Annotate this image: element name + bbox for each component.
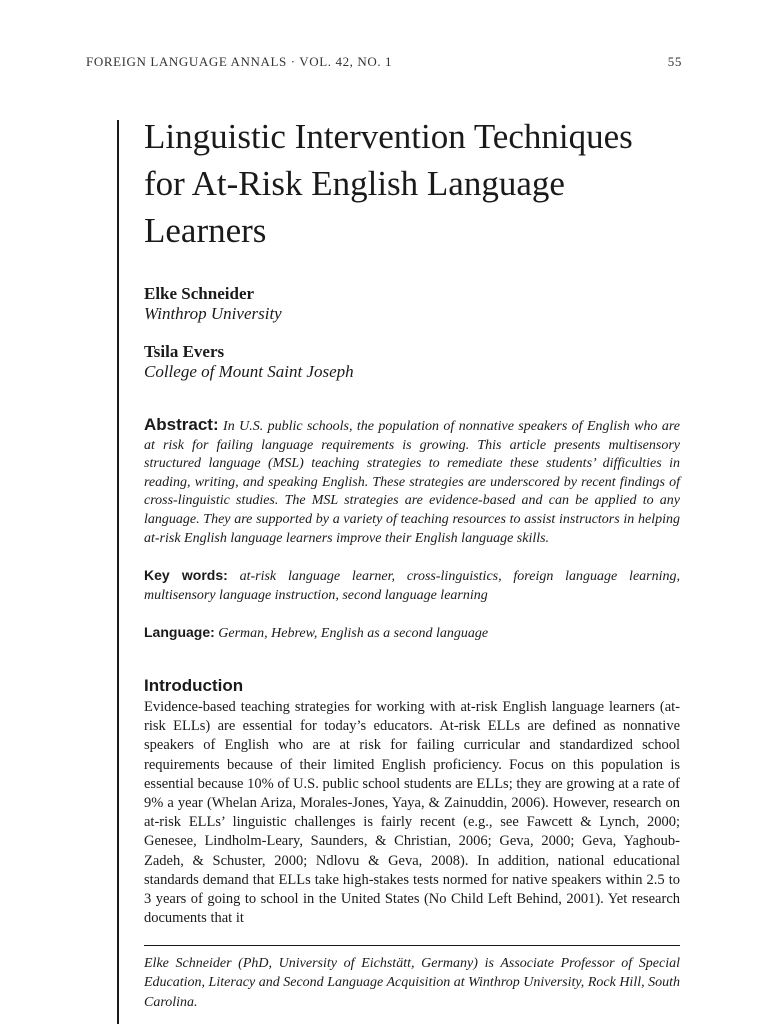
intro-heading: Introduction (144, 675, 244, 695)
author-block (144, 342, 680, 382)
abstract-text: In U.S. public schools, the population of nonnative speakers of English who are at risk for failing language requirements is growing. This article presents multisensory structured language (MSL) teaching strategies to remediate these students’ difficulties in reading, writing, and speaking English. These strategies are underscored by recent findings of cross-linguistic studies. The MSL strategies are evidence-based and can be applied to any language. They are supported by a variety of teaching resources to assist instructors in helping at-risk English language learners improve their English language skills. (144, 419, 681, 546)
running-head (86, 54, 682, 70)
author-footnote: Elke Schneider (PhD, University of Eichstätt, Germany) is Associate Professor of Special Education, Literacy and Second Language Acquisition at Winthrop University, Rock Hill, South Carolina. (144, 956, 680, 1010)
author-block (144, 284, 680, 324)
page-number: 55 (667, 54, 682, 69)
keywords-label: Key words: (144, 567, 228, 584)
keywords-text: at-risk language learner, cross-linguistics, foreign language learning, multisensory language instruction, second language learning (144, 569, 681, 603)
language-line (144, 623, 680, 644)
margin-rule (117, 120, 119, 1024)
journal-name: FOREIGN LANGUAGE ANNALS · VOL. 42, NO. 1 (86, 54, 393, 69)
language-label: Language: (144, 624, 215, 641)
author-affiliation: College of Mount Saint Joseph (144, 362, 354, 381)
author-name: Elke Schneider (144, 284, 255, 303)
article-title: Linguistic Intervention Techniques for At-Risk English Language Learners (144, 117, 633, 250)
language-text: German, Hebrew, English as a second language (218, 626, 489, 642)
article-content (144, 113, 680, 928)
author-name: Tsila Evers (144, 342, 225, 361)
keywords (144, 566, 680, 605)
intro-paragraph: Evidence-based teaching strategies for working with at-risk English language learners (at-risk ELLs) are essential for today’s educators. At-risk ELLs are defined as nonnative speakers of English who are at risk for failing curricular and standardized school requirements because of their limited English proficiency. Focus on this population is essential because 10% of U.S. public school students are ELLs; they are growing at a rate of 9% a year (Whelan Ariza, Morales-Jones, Yaya, & Zainuddin, 2006). However, research on at-risk ELLs’ linguistic challenges is fairly recent (e.g., see Fawcett & Lynch, 2000; Genesee, Lindholm-Leary, Saunders, & Christian, 2006; Geva, 2000; Geva, Yaghoub-Zadeh, & Schuster, 2000; Ndlovu & Geva, 2008). In addition, national educational standards demand that ELLs take high-stakes tests normed for native speakers within 2.5 to 3 years of going to school in the United States (No Child Left Behind, 2001). Yet research documents that it (144, 698, 680, 927)
author-affiliation: Winthrop University (144, 304, 282, 323)
footnote-rule (144, 945, 680, 946)
abstract (144, 416, 680, 548)
abstract-label: Abstract: (144, 415, 219, 434)
